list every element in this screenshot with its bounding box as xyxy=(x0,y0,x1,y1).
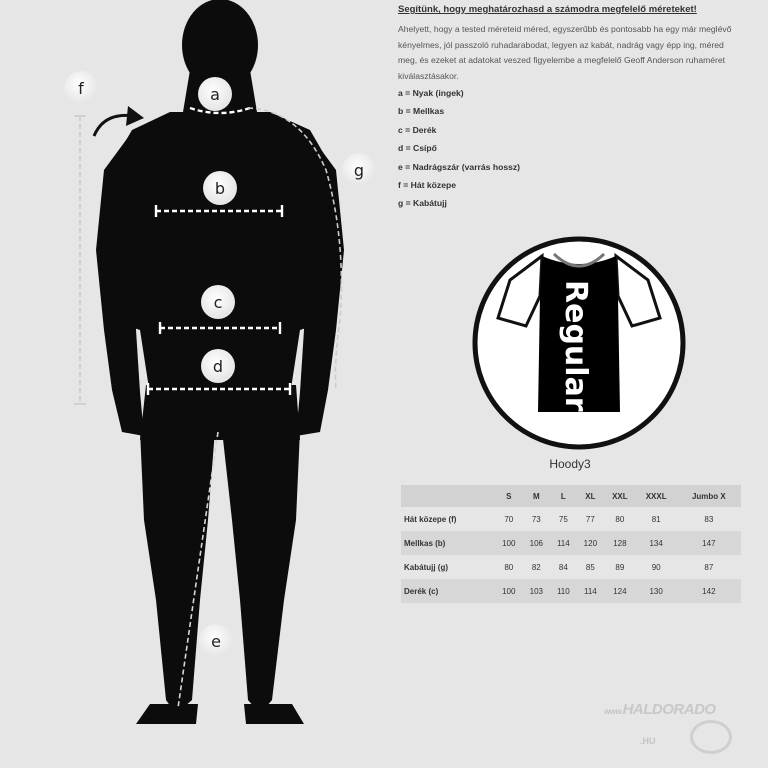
legend-item-e: e = Nadrágszár (varrás hossz) xyxy=(398,161,521,172)
size-col-s: S xyxy=(495,485,523,507)
svg-text:e: e xyxy=(211,632,221,651)
marker-a xyxy=(198,77,232,111)
size-col-l: L xyxy=(550,485,576,507)
watermark-domain: .HU xyxy=(640,736,656,746)
product-title: Hoody3 xyxy=(549,457,591,471)
watermark-logo: www.HALDORADO xyxy=(604,701,716,718)
fit-label: Regular xyxy=(558,280,593,412)
table-row: Hát közepe (f) 70 73 75 77 80 81 83 xyxy=(404,514,714,524)
marker-g xyxy=(342,153,376,187)
marker-b xyxy=(203,171,237,205)
legend-item-d: d = Csípő xyxy=(398,143,437,154)
watermark-fish-icon xyxy=(690,720,732,754)
marker-c xyxy=(201,285,235,319)
svg-text:g: g xyxy=(353,161,365,180)
legend-item-c: c = Derék xyxy=(398,124,437,135)
svg-text:b: b xyxy=(214,179,226,198)
size-col-xxxl: XXXL xyxy=(636,485,677,507)
table-row: Mellkas (b) 100 106 114 120 128 134 147 xyxy=(401,531,741,555)
svg-text:c: c xyxy=(213,293,223,312)
size-col-xl: XL xyxy=(577,485,605,507)
size-help-heading[interactable]: Segítünk, hogy meghatározhasd a számodra megfelelő méreteket! xyxy=(398,4,697,15)
size-col-jumbo-x: Jumbo X xyxy=(677,485,741,507)
svg-text:f: f xyxy=(78,79,84,98)
regular-fit-badge xyxy=(470,234,688,452)
table-row: Derék (c) 100 103 110 114 124 130 142 xyxy=(401,579,741,603)
table-row: Kabátujj (g) 80 82 84 85 89 90 87 xyxy=(404,562,714,572)
size-col-m: M xyxy=(523,485,551,507)
legend-item-g: g = Kabátujj xyxy=(398,198,447,209)
legend-item-a: a = Nyak (ingek) xyxy=(398,88,464,98)
marker-d xyxy=(201,349,235,383)
marker-f xyxy=(64,71,98,105)
size-table xyxy=(401,485,741,603)
measurement-legend xyxy=(398,84,520,213)
marker-e xyxy=(199,624,233,658)
size-table-header xyxy=(401,485,741,507)
intro-text: Ahelyett, hogy a tested méreteid méred, egyszerűbb és pontosabb ha egy már meglévő kényelmes, jól passzoló ruhadarabodat, legyen az kabát, nadrág vagy épp ing, méred meg, és ezeket at adatokat veszed figyelembe a megfelelő Geoff Anderson ruhaméret kiválasztásakor. xyxy=(398,24,732,81)
size-col-xxl: XXL xyxy=(604,485,636,507)
legend-item-f: f = Hát közepe xyxy=(398,179,457,190)
back-length-line xyxy=(74,116,86,404)
svg-text:a: a xyxy=(210,85,220,104)
svg-text:d: d xyxy=(212,357,224,376)
legend-item-b: b = Mellkas xyxy=(398,106,445,117)
